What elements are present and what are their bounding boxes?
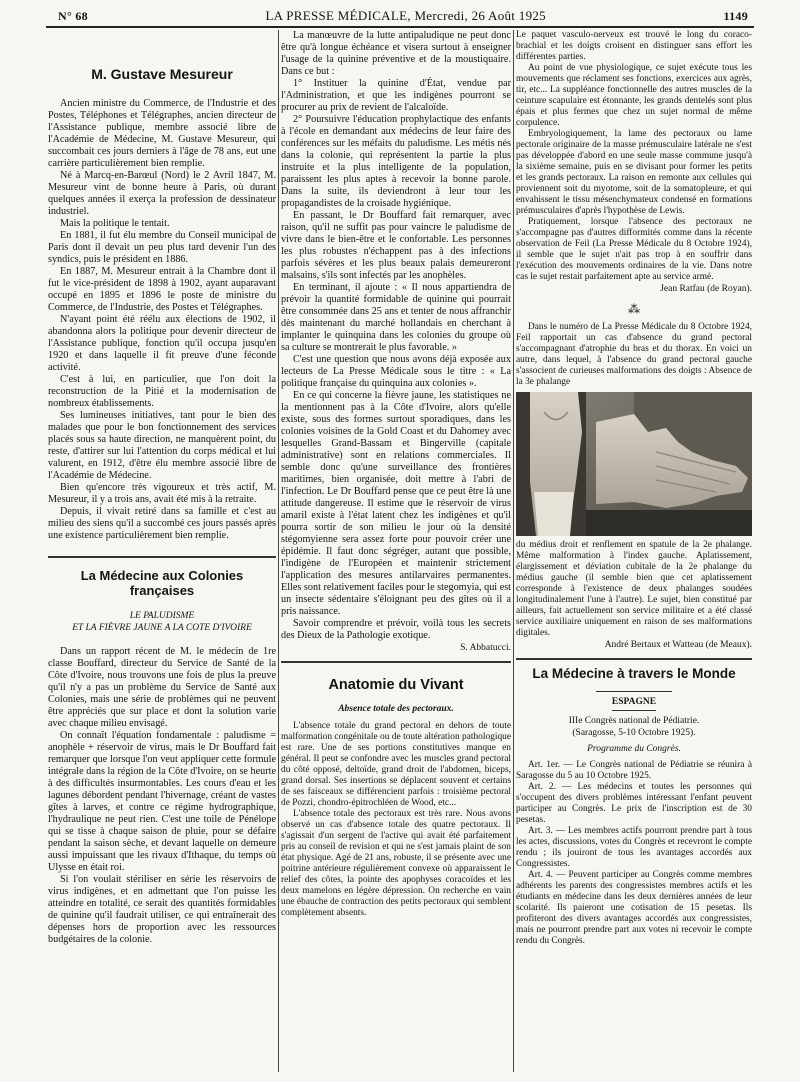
paragraph: N'ayant point été réélu aux élections de 1902, il abandonna alors la politique pour devenir directeur de l'Assistance publique, fonction qu'il occupa jusqu'en 1920 et dans laquelle il fit preuve d'une féconde activité. (48, 314, 276, 373)
paragraph: L'absence totale du grand pectoral en dehors de toute malformation congénitale ou de toute altération pathologique est rare. Une de ses portions constitutives manque en général. Il peut se confondre avec les muscles grand pectoral du côté opposé, deltoïde, grand droit de l'abdomen, biceps, grand dorsal. Ses insertions se déplacent souvent et certains de ses faisceaux se différencient parfois : troisième pectoral de Pozzi, chondro-épitrochléen de Wood, etc... (281, 721, 511, 808)
programme-heading: Programme du Congrès. (587, 744, 681, 754)
article-colonies-continued (281, 30, 511, 653)
paragraph: Ses lumineuses initiatives, tant pour le bien des malades que pour le bon fonctionnement des services placés sous sa haute direction, ne manquèrent point, du reste, d'attirer sur lui l'attention du corps médical et lui valurent, en 1912, d'être élu membre associé libre de l'Académie de Médecine. (48, 410, 276, 481)
paragraph: 1° Instituer la quinine d'État, vendue par l'Administration, et que les indigènes pourront se procurer au prix de revient de l'alcaloïde. (281, 78, 511, 113)
article-title-anatomie: Anatomie du Vivant (328, 677, 464, 693)
article-colonies (48, 646, 276, 946)
paragraph: La manœuvre de la lutte antipaludique ne peut donc être qu'à longue échéance et visera surtout à enseigner l'usage de la quinine préventive et de la moustiquaire. Dans ce but : (281, 30, 511, 77)
paragraph: C'est une question que nous avons déjà exposée aux lecteurs de La Presse Médicale sous le titre : « La politique française du quinquina aux colonies ». (281, 354, 511, 389)
paragraph: Si l'on voulait stériliser en série les réservoirs de virus indigènes, et en admettant que l'on puisse les atteindre en totalité, ce serait des quantités formidables de quinine qu'il faudrait utiliser, ce qui entraînerait des dépenses hors de proportion avec les ressources budgétaires de la colonie. (48, 874, 276, 945)
article-title-monde: La Médecine à travers le Monde (532, 666, 736, 681)
column-rule (278, 30, 279, 1072)
article-anatomie (281, 721, 511, 919)
paragraph: Depuis, il vivait retiré dans sa famille et c'est au milieu des siens qu'il a succombé ces jours passés après une existence particulièrement bien remplie. (48, 506, 276, 541)
paragraph: Au point de vue physiologique, ce sujet exécute tous les mouvements que réclament ses fonctions, exercices aux agrès, tir, etc... La suppléance fonctionnelle des autres muscles de la ceinture scapulaire est étonnante, les grands dentelés sont plus épais et plus fermes que chez un sujet normal de même corpulence. (516, 63, 752, 128)
paragraph: Embryologiquement, la lame des pectoraux ou lame pectorale originaire de la masse prémusculaire latérale ne s'est pas développée d'abord en une seule masse commune jusqu'à la sixième semaine, puis en se divisant pour former les petits et les grands pectoraux. La raison en remonte aux cellules qui proviennent soit du myotome, soit de la somatopleure, et qui envahissent le tissu mésenchymateux condensé en formations prémusculaires d'après l'hypothèse de Lewis. (516, 129, 752, 216)
list-item: Art. 1er. — Le Congrès national de Pédiatrie se réunira à Saragosse du 5 au 10 Octobre 1925. (516, 760, 752, 781)
column-2 (281, 30, 511, 1074)
article-anatomie-continued (516, 30, 752, 294)
header-rule (46, 26, 754, 28)
article-subtitle: LE PALUDISME (129, 611, 195, 621)
article-subtitle: ET LA FIÈVRE JAUNE A LA COTE D'IVOIRE (72, 623, 252, 633)
paragraph: En 1881, il fut élu membre du Conseil municipal de Paris dont il devait un peu plus tard devenir l'un des syndics, puis le président en 1886. (48, 230, 276, 265)
article-title-mesureur: M. Gustave Mesureur (91, 66, 233, 82)
section-rule (516, 658, 752, 660)
paragraph: Pratiquement, lorsque l'absence des pectoraux ne s'accompagne pas d'autres difformités comme dans la récente observation de Feil (La Presse Médicale du 8 Octobre 1924), il semble que le sujet n'ait pas trop à en souffrir dans l'exécution des mouvements ordinaires de la vie. Dans notre cas le sujet restait parfaitement apte au service armé. (516, 217, 752, 282)
page-number: 1149 (723, 9, 748, 23)
issue-number: N° 68 (58, 9, 88, 23)
list-item: Art. 3. — Les membres actifs pourront prendre part à tous les actes, discussions, votes du Congrès et recevront le compte rendu ; ils jouiront de tous les avantages accordés aux Congressistes. (516, 826, 752, 869)
article-subtitle: Absence totale des pectoraux. (338, 704, 454, 714)
journal-title: LA PRESSE MÉDICALE, Mercredi, 26 Août 1925 (265, 8, 546, 23)
congress-title: IIIe Congrès national de Pédiatrie. (568, 716, 700, 726)
paragraph: Né à Marcq-en-Barœul (Nord) le 2 Avril 1847, M. Mesureur vint de bonne heure à Paris, où durant quelques années il exerça la profession de dessinateur industriel. (48, 170, 276, 217)
list-item: Art. 4. — Peuvent participer au Congrès comme membres adhérents les parents des congressistes membres actifs et les étudiants en médecine dans les deux dernières années de leur scolarité. Ils paieront une cotisation de 15 pesetas. Ils profiteront des divers avantages accordés aux congressistes, mais ne pourront prendre part aux votes ni recevoir le compte rendu du Congrès. (516, 870, 752, 946)
congress-articles (516, 760, 752, 947)
paragraph: Dans le numéro de La Presse Médicale du 8 Octobre 1924, Feil rapportait un cas d'absence du grand pectoral s'accompagnant d'atrophie du bras et du thorax. En voici un autre, dans lequel, à l'absence du grand pectoral gauche s'associent de curieuses malformations des doigts : Absence de la 3e phalange (516, 322, 752, 387)
paragraph: L'absence totale des pectoraux est très rare. Nous avons observé un cas d'absence totale des quatre pectoraux. Il s'agissait d'un sergent de l'active qui avait été parfaitement pris au conseil de revision et qui ne s'est jamais plaint de son état physique. Agé de 21 ans, robuste, il se présente avec une poitrine antérieure régulièrement convexe où apparaissent le relief des côtes, la pointe des apophyses coracoïdes et les deux mamelons en légère dépression. On recherche en vain une ébauche de contraction des petits pectoraux qui semblent complètement absents. (281, 809, 511, 918)
paragraph: Dans un rapport récent de M. le médecin de 1re classe Bouffard, directeur du Service de Santé de la Côte d'Ivoire, nous trouvons une fois de plus la preuve qu'il n'y a pas un problème du Service de Santé aux Colonies, mais une série de problèmes qui ne peuvent être appréciés que sur place et dont la solution varie avec chaque milieu envisagé. (48, 646, 276, 729)
section-rule (48, 556, 276, 558)
short-rule (596, 691, 672, 692)
paragraph: Le paquet vasculo-nerveux est trouvé le long du coraco-brachial et les doigts croisent en distinguer sans effort les différentes parties. (516, 30, 752, 62)
page-header (58, 4, 748, 24)
author-signature: Jean Ratfau (de Royan). (660, 284, 752, 294)
paragraph: En 1887, M. Mesureur entrait à la Chambre dont il fut le vice-président de 1898 à 1902, ayant auparavant occupé en 1895 et 1896 le poste de ministre du Commerce, de l'Industrie, des Postes et Télégraphes. (48, 266, 276, 313)
author-signature: S. Abbatucci. (460, 643, 511, 653)
article-title-colonies: La Médecine aux Colonies françaises (80, 568, 244, 598)
paragraph: C'est à lui, en particulier, que l'on doit la reconstruction de la Pitié et la modernisation de nombreux établissements. (48, 374, 276, 409)
congress-place-dates: (Saragosse, 5-10 Octobre 1925). (572, 728, 696, 738)
clinical-photograph (516, 392, 752, 536)
section-rule (281, 661, 511, 663)
country-heading: ESPAGNE (611, 697, 657, 707)
paragraph: Savoir comprendre et prévoir, voilà tous les secrets des Dieux de la Pathologie exotique. (281, 618, 511, 641)
paragraph: 2° Poursuivre l'éducation prophylactique des enfants à l'école en demandant aux médecins de leur faire des conférences sur les méfaits du paludisme. Les métis nés dans la colonie, qui représentent la partie la plus instruite et la plus intelligente de la population, paraissent les plus aptes à recevoir la bonne parole. Dans la suite, ils deviendront à leur tour les propagandistes de la croisade hygiénique. (281, 114, 511, 209)
paragraph: On connaît l'équation fondamentale : paludisme = anophèle + réservoir de virus, mais le Dr Bouffard fait remarquer que lorsque l'on veut appliquer cette formule intégrale dans la région de la Côte d'Ivoire, on se heurte à des difficultés insurmontables. Les cours d'eau et les lagunes débordent pendant l'hivernage, créant de vastes gîtes à larves, et contre ce régime hydrographique, l'hydraulique ne peut rien. C'est une toile de Pénélope qui se tisse à chaque saison de pluie, pour se défaire pendant la saison sèche, et devant laquelle on demeure aussi impuissant que les rivaux d'Ithaque, du temps où Ulysse en était roi. (48, 730, 276, 873)
paragraph: En ce qui concerne la fièvre jaune, les statistiques ne la mentionnent pas à la Côte d'Ivoire, alors qu'elle existe, sous des formes surtout sporadiques, dans les colonies voisines de la Gold Coast et du Dahomey avec lesquelles Grand-Bassam et Bingerville (capitale administrative) sont en relations commerciales. Il semble donc qu'une surveillance des frontières maritimes, bien organisée, doit mettre à l'abri de l'infection. Le Dr Bouffard pense que ce peut être là une attitude dangereuse. Il estime que le réservoir de virus amaril existe à l'état latent chez les indigènes et qu'il pourra sortir de son milieu le jour où la densité stégomyienne sera assez forte pour pouvoir créer une épidémie. Il faut donc ségréger, autant que possible, l'indigène de l'Européen et maintenir strictement l'application des mesures antilarvaires permanentes. Elles sont relativement faciles pour le stegomyia, qui est un insecte sédentaire s'éloignant peu des gîtes où il a pris naissance. (281, 390, 511, 617)
paragraph: En passant, le Dr Bouffard fait remarquer, avec raison, qu'il ne suffit pas pour vaincre le paludisme de vivre dans le bien-être et le confortable. Les personnes les plus robustes n'échappent pas à des infections parfois sévères et les plus beaux palais demeureront malsains, s'ils sont infectés par les anophèles. (281, 210, 511, 281)
column-3 (516, 30, 752, 1074)
paragraph: Ancien ministre du Commerce, de l'Industrie et des Postes, Téléphones et Télégraphes, ancien directeur de l'Assistance publique, membre associé libre de l'Académie de Médecine, M. Gustave Mesureur, qui succombait ces jours derniers à l'âge de 78 ans, eut une carrière particulièrement bien remplie. (48, 98, 276, 169)
paragraph: Mais la politique le tentait. (60, 218, 170, 229)
paragraph: Bien qu'encore très vigoureux et très actif, M. Mesureur, il y a trois ans, avait été mis à la retraite. (48, 482, 276, 505)
paragraph: du médius droit et renflement en spatule de la 2e phalange. Même malformation à l'index gauche. Aplatissement, élargissement et déviation cubitale de la 2e phalange du médius gauche (il semble bien que cet aplatissement corresponde à l'existence de deux phalanges soudées longitudinalement l'une à l'autre). Le sujet, bien constitué par ailleurs, fait actuellement son service militaire et a été classé service auxiliaire uniquement en raison de ses malformations digitales. (516, 540, 752, 638)
article-mesureur (48, 98, 276, 542)
asterism-separator: ⁂ (628, 302, 640, 316)
paragraph: En terminant, il ajoute : « Il nous appartiendra de prévoir la quantité formidable de quinine qui pourrait être consommée dans 25 ans et tenter de nous affranchir dès maintenant du marché hollandais en cherchant à implanter le quinquina dans les colonies du groupe où sa culture se montrerait le plus favorable. » (281, 282, 511, 353)
column-1 (48, 30, 276, 1074)
short-rule (612, 710, 656, 711)
column-rule (513, 30, 514, 1072)
list-item: Art. 2. — Les médecins et toutes les personnes qui s'occupent des divers problèmes intéressant l'enfant peuvent participer au Congrès. Le prix de l'inscription est de 30 pesetas. (516, 782, 752, 825)
author-signature: André Bertaux et Watteau (de Meaux). (604, 640, 752, 650)
